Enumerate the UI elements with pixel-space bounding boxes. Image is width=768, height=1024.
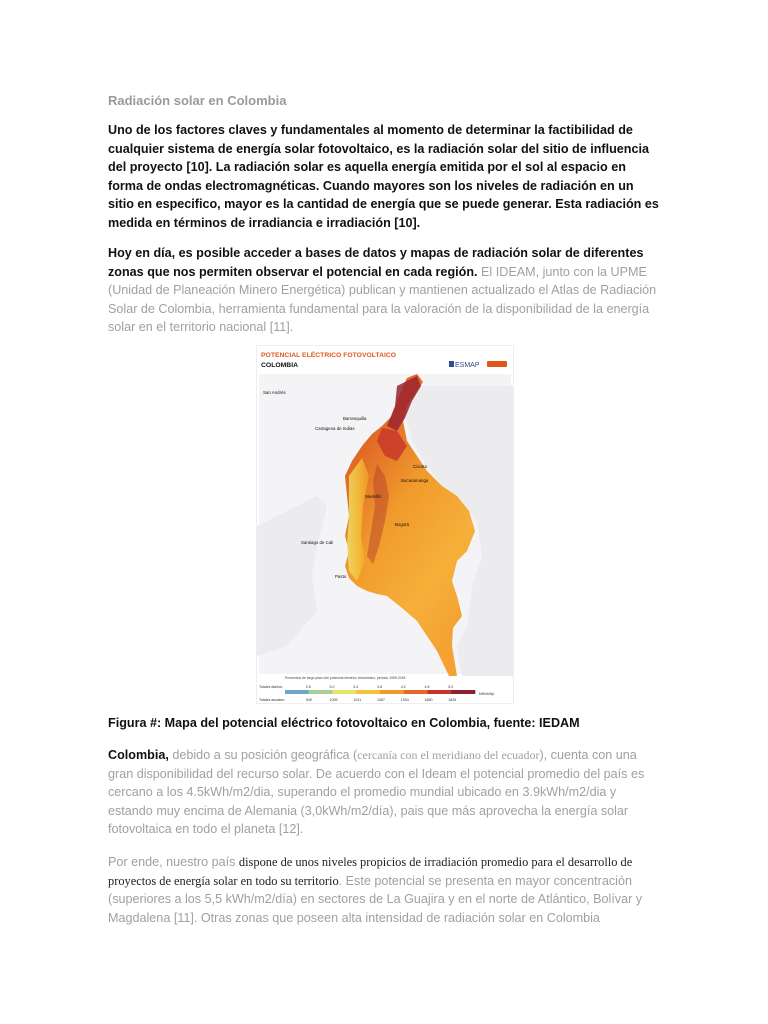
- legend-annual-tick: 1241: [353, 698, 362, 702]
- legend-unit: kWh/kWp: [479, 692, 495, 696]
- legend-annual-tick: 1680: [424, 698, 433, 702]
- city-cucuta: Cúcuta: [413, 464, 427, 469]
- paragraph-2-bold: Hoy en día, es posible acceder a bases de datos y mapas de radiación solar de diferentes zonas que nos permiten observar el potencial en cada región.: [108, 246, 644, 279]
- worldbank-logo-icon: [449, 361, 454, 367]
- legend-swatch: [380, 690, 404, 694]
- paragraph-2-grey: El IDEAM, junto con la UPME (Unidad de Planeación Minero Energética) publican y mantienen actualizado el Atlas de Radiación Solar de Colombia, herramienta fundamental para la valoración de la disponibilidad de la energía solar en el territorio nacional [11].: [108, 264, 657, 335]
- legend-daily-tick: 4.2: [400, 685, 406, 689]
- legend-daily-tick: 3.8: [377, 685, 382, 689]
- legend-swatch: [451, 690, 475, 694]
- legend-daily-tick: 3.4: [353, 685, 359, 689]
- paragraph-2: [108, 244, 660, 337]
- figure-caption: Figura #: Mapa del potencial eléctrico fotovoltaico en Colombia, fuente: IEDAM: [108, 716, 580, 730]
- legend-colorbar: [285, 690, 475, 694]
- legend-annual-label: Totales anuales:: [259, 698, 285, 702]
- city-cali: Santiago de Cali: [301, 540, 334, 545]
- esmap-logo: ESMAP: [455, 362, 480, 369]
- legend-daily-tick: 5.0: [448, 685, 454, 689]
- paragraph-4: [108, 853, 660, 927]
- colombia-map-svg: [257, 346, 513, 703]
- city-medellin: Medellín: [365, 494, 382, 499]
- map-title: POTENCIAL ELÉCTRICO FOTOVOLTAICO: [261, 352, 397, 359]
- city-bogota: Bogotá: [395, 522, 409, 527]
- legend-swatch: [309, 690, 333, 694]
- section-heading: Radiación solar en Colombia: [108, 93, 287, 108]
- paragraph-3-bold: Colombia,: [108, 748, 169, 762]
- paragraph-3-serif: cercanía con el meridiano del ecuador: [357, 748, 540, 762]
- paragraph-3: [108, 746, 660, 839]
- paragraph-4-serif: dispone de unos niveles propicios de irradiación promedio para el desarrollo de proyectos de energía solar en todo su territorio: [108, 855, 633, 888]
- legend-daily-tick: 2.6: [305, 685, 311, 689]
- legend-annual-tick: 1534: [400, 698, 409, 702]
- legend-swatch: [404, 690, 428, 694]
- legend-swatch: [428, 690, 452, 694]
- legend-swatch: [333, 690, 357, 694]
- legend-daily-label: Totales diarios:: [259, 685, 283, 689]
- legend-title: Promedios de largo plazo del potencial eléctrico fotovoltaico, periodo 1999-2018: [285, 676, 406, 680]
- legend-swatch: [356, 690, 380, 694]
- paragraph-3-grey-1: debido a su posición geográfica (: [168, 748, 358, 762]
- legend-daily-tick: 3.0: [329, 685, 335, 689]
- paragraph-4-grey-1: Por ende, nuestro país: [108, 855, 239, 869]
- paragraph-4-grey-2: . Este potencial se presenta en mayor concentración (superiores a los 5,5 kWh/m2/día) en sectores de La Guajira y en el norte de Atlántico, Bolívar y Magdalena [11]. Otras zonas que poseen alta intensidad de radiación solar en Colombia: [108, 873, 643, 925]
- legend-daily-tick: 4.6: [424, 685, 430, 689]
- paragraph-3-grey-2: ), cuenta con una gran disponibilidad del recurso solar. De acuerdo con el Ideam el potencial promedio del país es cercano a los 4.5kWh/m2/dia, superando el promedio mundial ubicado en 3.9kWh/m2/dia y estando muy encima de Alemania (3,0kWh/m2/día), pais que más aprovecha la energía solar fotovoltaica en todo el planeta [12].: [108, 748, 645, 837]
- solargis-logo-icon: [487, 361, 507, 367]
- city-cartagena: Cartagena de Indias: [315, 426, 355, 431]
- city-barranquilla: Barranquilla: [343, 416, 367, 421]
- city-pasto: Pasto: [335, 574, 347, 579]
- city-san-andres: San Andrés: [263, 390, 286, 395]
- legend-swatch: [285, 690, 309, 694]
- legend-annual-tick: 1095: [329, 698, 338, 702]
- map-country: COLOMBIA: [261, 362, 299, 369]
- legend-annual-tick: 949: [305, 698, 312, 702]
- legend-annual-tick: 1826: [448, 698, 457, 702]
- legend-annual-tick: 1387: [377, 698, 385, 702]
- paragraph-1: Uno de los factores claves y fundamentales al momento de determinar la factibilidad de cualquier sistema de energía solar fotovoltaico, es la radiación solar del sitio de influencia del proyecto [10]. La radiación solar es aquella energía emitida por el sol al espacio en forma de ondas electromagnéticas. Cuando mayores son los niveles de radiación en un sitio en especifico, mayor es la cantidad de energía que se puede generar. Esta radiación es medida en términos de irradiancia e irradiación [10].: [108, 123, 659, 230]
- city-bucaramanga: Bucaramanga: [401, 478, 429, 483]
- colombia-pv-map-figure: [256, 345, 514, 704]
